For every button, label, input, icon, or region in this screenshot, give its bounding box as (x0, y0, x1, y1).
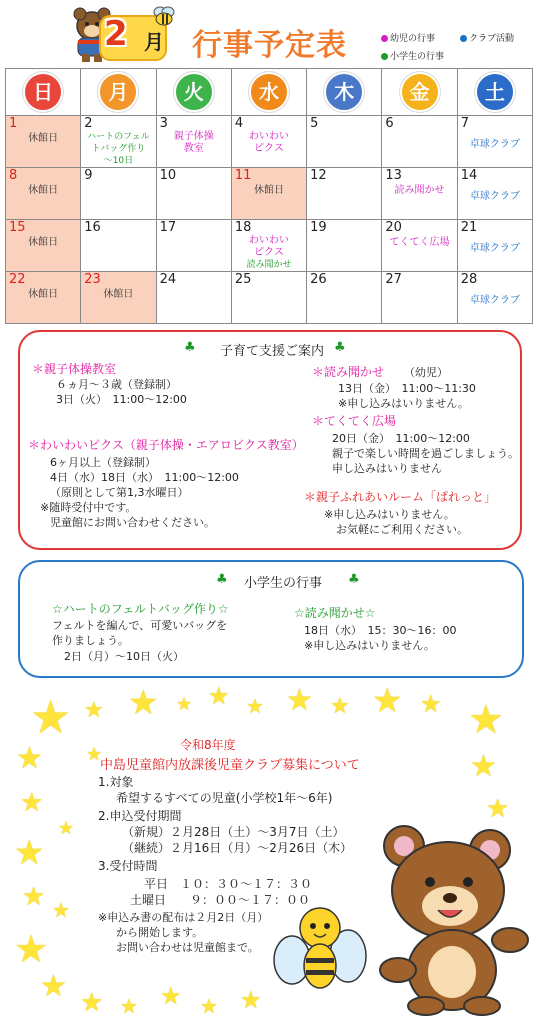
day-number: 25 (234, 272, 252, 287)
star-icon: ★ (22, 882, 46, 912)
star-icon: ★ (80, 988, 104, 1018)
star-icon: ★ (330, 694, 350, 719)
day-number: 5 (310, 116, 319, 131)
club-title: 中島児童館内放課後児童クラブ募集について (100, 758, 360, 773)
day-number: 11 (234, 168, 252, 183)
day-number: 17 (159, 220, 177, 235)
calendar-day-cell (81, 272, 156, 324)
calendar-week-row (6, 116, 533, 168)
day-event: 卓球クラブ (469, 139, 520, 150)
felt-line: 作りましょう。 (52, 634, 129, 647)
star-icon: ★ (160, 982, 182, 1010)
day-number: 8 (9, 168, 18, 183)
calendar-day-cell (457, 272, 532, 324)
weekday-label: 木 (324, 72, 364, 112)
star-icon: ★ (14, 927, 49, 971)
calendar-day-cell (231, 168, 306, 220)
star-icon: ★ (30, 690, 72, 744)
club-year: 令和8年度 (180, 738, 236, 752)
calendar-day-cell (382, 272, 457, 324)
calendar-day-cell (231, 272, 306, 324)
calendar-day-cell (307, 116, 382, 168)
club-note: お問い合わせは児童館まで。 (116, 941, 259, 954)
star-icon: ★ (16, 741, 43, 776)
calendar-week-row (6, 168, 533, 220)
calendar-week-row (6, 272, 533, 324)
legend-infant: 幼児の行事 (381, 31, 435, 44)
oyako-line: 3日（火） 11:00～12:00 (56, 393, 187, 406)
calendar-day-cell (81, 220, 156, 272)
header (0, 0, 539, 68)
month-suffix: 月 (144, 30, 164, 54)
felt-line: 2日（月）～10日（火） (64, 650, 184, 663)
star-icon: ★ (84, 698, 104, 723)
clover-icon: ♣ (348, 572, 360, 587)
waiwai-line: 4日（水）18日（水） 11:00～12:00 (50, 471, 239, 484)
club-line: 希望するすべての児童(小学校1年～6年) (116, 791, 333, 805)
club-section-heading: 2.申込受付期間 (98, 809, 182, 823)
clover-icon: ♣ (334, 340, 346, 355)
weekday-label: 水 (249, 72, 289, 112)
calendar-table (5, 68, 533, 324)
day-number: 9 (84, 168, 93, 183)
bee-icon (150, 4, 178, 28)
calendar-day-cell (81, 168, 156, 220)
weekday-label: 金 (400, 72, 440, 112)
day-number: 24 (159, 272, 177, 287)
teku-title: ＊てくてく広場 (312, 414, 397, 428)
month-number: 2 (104, 14, 128, 54)
bee-illustration-icon (270, 900, 370, 996)
weekday-cell (81, 69, 156, 116)
calendar-day-cell (156, 272, 231, 324)
day-event: 卓球クラブ (469, 295, 520, 306)
day-number: 1 (9, 116, 18, 131)
weekday-cell (457, 69, 532, 116)
day-number: 16 (84, 220, 101, 235)
day-event: 読み聞かせ (246, 260, 292, 270)
calendar-day-cell (156, 220, 231, 272)
star-icon: ★ (420, 690, 442, 718)
calendar-day-cell (156, 168, 231, 220)
yomi-title: ＊読み聞かせ (312, 365, 385, 379)
weekday-cell (231, 69, 306, 116)
day-number: 13 (385, 168, 402, 183)
club-section-heading: 1.対象 (98, 775, 134, 789)
day-number: 7 (460, 116, 469, 131)
star-icon: ★ (20, 788, 44, 818)
star-icon: ★ (246, 694, 264, 718)
star-icon: ★ (372, 681, 403, 721)
calendar-day-cell (307, 220, 382, 272)
star-icon: ★ (468, 697, 504, 743)
yomi-line: ※申し込みはいりません。 (338, 397, 469, 410)
star-icon: ★ (58, 818, 75, 839)
calendar-day-cell (382, 116, 457, 168)
waiwai-line: ※随時受付中です。 (40, 501, 137, 514)
weekday-label: 月 (98, 72, 138, 112)
day-number: 23 (84, 272, 101, 287)
waiwai-line: （原則として第1,3水曜日） (50, 486, 189, 499)
infant-dot-icon (381, 35, 388, 42)
club-note: ※申込み書の配布は２月2日（月） (98, 911, 269, 924)
calendar-day-cell (6, 220, 81, 272)
calendar-day-cell (382, 220, 457, 272)
legend-club: クラブ活動 (460, 31, 514, 44)
calendar-day-cell (307, 168, 382, 220)
weekday-label: 火 (174, 72, 214, 112)
clover-icon: ♣ (216, 572, 228, 587)
calendar-day-cell (457, 168, 532, 220)
calendar (5, 68, 533, 322)
star-icon: ★ (86, 744, 103, 765)
weekday-cell (307, 69, 382, 116)
day-event: てくてく広場 (389, 237, 450, 248)
room-title: ＊親子ふれあいルーム「ぱれっと」 (304, 490, 497, 504)
waiwai-title: ＊わいわいピクス（親子体操・エアロビクス教室） (28, 438, 304, 452)
day-number: 27 (385, 272, 402, 287)
calendar-day-cell (307, 272, 382, 324)
weekday-label: 日 (23, 72, 63, 112)
clover-icon: ♣ (184, 340, 196, 355)
legend-elementary: 小学生の行事 (381, 49, 444, 62)
day-event: 卓球クラブ (469, 191, 520, 202)
calendar-day-cell (382, 168, 457, 220)
waiwai-line: 児童館にお問い合わせください。 (50, 516, 215, 529)
star-icon: ★ (52, 898, 70, 922)
weekday-cell (156, 69, 231, 116)
day-number: 3 (159, 116, 168, 131)
room-line: ※申し込みはいりません。 (324, 508, 455, 521)
day-number: 21 (460, 220, 478, 235)
day-event: 休館日 (28, 289, 59, 300)
club-section-heading: 3.受付時間 (98, 859, 158, 873)
day-event: 休館日 (28, 133, 59, 144)
club-note: から開始します。 (116, 926, 204, 939)
day-event: 親子体操 教室 (173, 131, 214, 154)
star-icon: ★ (208, 682, 230, 710)
calendar-day-cell (156, 116, 231, 168)
day-event: わいわい ピクス (248, 131, 289, 154)
day-number: 20 (385, 220, 402, 235)
star-icon: ★ (470, 749, 497, 784)
weekday-header-row (6, 69, 533, 116)
calendar-day-cell (6, 116, 81, 168)
weekday-cell (6, 69, 81, 116)
calendar-day-cell (457, 116, 532, 168)
page-title: 行事予定表 (192, 28, 347, 63)
calendar-day-cell (457, 220, 532, 272)
bear-illustration-icon (372, 820, 532, 1016)
star-icon: ★ (286, 683, 313, 718)
weekday-label: 土 (475, 72, 515, 112)
room-line: お気軽にご利用ください。 (336, 523, 468, 536)
elem-yomi-line: 18日（水） 15：30～16：00 (304, 624, 457, 637)
day-event: 読み聞かせ (394, 185, 445, 196)
star-icon: ★ (40, 969, 67, 1004)
day-event: ハートのフェルトバッグ作り ～10日 (87, 132, 150, 166)
teku-line: 親子で楽しい時間を過ごしましょう。 (332, 447, 519, 460)
teku-line: 20日（金） 11:00～12:00 (332, 432, 470, 445)
day-event: 休館日 (28, 237, 59, 248)
day-event: わいわい ピクス (248, 235, 289, 258)
day-event: 休館日 (103, 289, 134, 300)
day-number: 22 (9, 272, 26, 287)
day-number: 15 (9, 220, 26, 235)
club-dot-icon (460, 35, 467, 42)
day-number: 14 (460, 168, 478, 183)
day-number: 12 (310, 168, 327, 183)
calendar-day-cell (6, 168, 81, 220)
elem-yomi-line: ※申し込みはいりません。 (304, 639, 435, 652)
calendar-day-cell (6, 272, 81, 324)
star-icon: ★ (200, 994, 218, 1018)
childcare-support-box (18, 330, 522, 550)
support-title: 子育て支援ご案内 (220, 344, 325, 359)
star-icon: ★ (240, 986, 262, 1014)
club-line: （継続）２月16日（月）～2月26日（木） (122, 841, 353, 855)
day-event: 卓球クラブ (469, 243, 520, 254)
weekday-cell (382, 69, 457, 116)
star-icon: ★ (176, 694, 193, 715)
day-number: 18 (234, 220, 252, 235)
day-number: 28 (460, 272, 478, 287)
elementary-dot-icon (381, 53, 388, 60)
day-event: 休館日 (253, 185, 284, 196)
felt-title: ☆ハートのフェルトバッグ作り☆ (52, 602, 229, 616)
day-number: 10 (159, 168, 177, 183)
day-number: 4 (234, 116, 244, 131)
day-number: 2 (84, 116, 93, 131)
oyako-title: ＊親子体操教室 (32, 362, 117, 376)
day-number: 6 (385, 116, 394, 131)
oyako-line: ６ヵ月～３歳（登録制） (56, 378, 177, 391)
star-icon: ★ (128, 683, 159, 723)
day-number: 26 (310, 272, 327, 287)
felt-line: フェルトを編んで、可愛いバッグを (52, 619, 228, 632)
calendar-day-cell (231, 116, 306, 168)
star-icon: ★ (486, 794, 510, 824)
waiwai-line: 6ヶ月以上（登録制） (50, 456, 156, 469)
calendar-day-cell (81, 116, 156, 168)
day-event: 休館日 (28, 185, 59, 196)
yomi-tag: （幼児） (404, 366, 448, 379)
day-number: 19 (310, 220, 327, 235)
star-icon: ★ (120, 994, 138, 1018)
teku-line: 申し込みはいりません (332, 462, 442, 475)
club-line: 平日 １０：３０～１７：３０ (144, 877, 313, 891)
calendar-week-row (6, 220, 533, 272)
elem-yomi-title: ☆読み聞かせ☆ (294, 606, 376, 620)
club-line: 土曜日 ９：００～１７：００ (130, 893, 311, 907)
club-line: （新規）２月28日（土）～3月7日（土） (122, 825, 345, 839)
star-icon: ★ (14, 833, 45, 873)
elementary-events-box (18, 560, 524, 678)
elementary-title: 小学生の行事 (244, 576, 323, 591)
yomi-line: 13日（金） 11:00～11:30 (338, 382, 476, 395)
calendar-day-cell (231, 220, 306, 272)
